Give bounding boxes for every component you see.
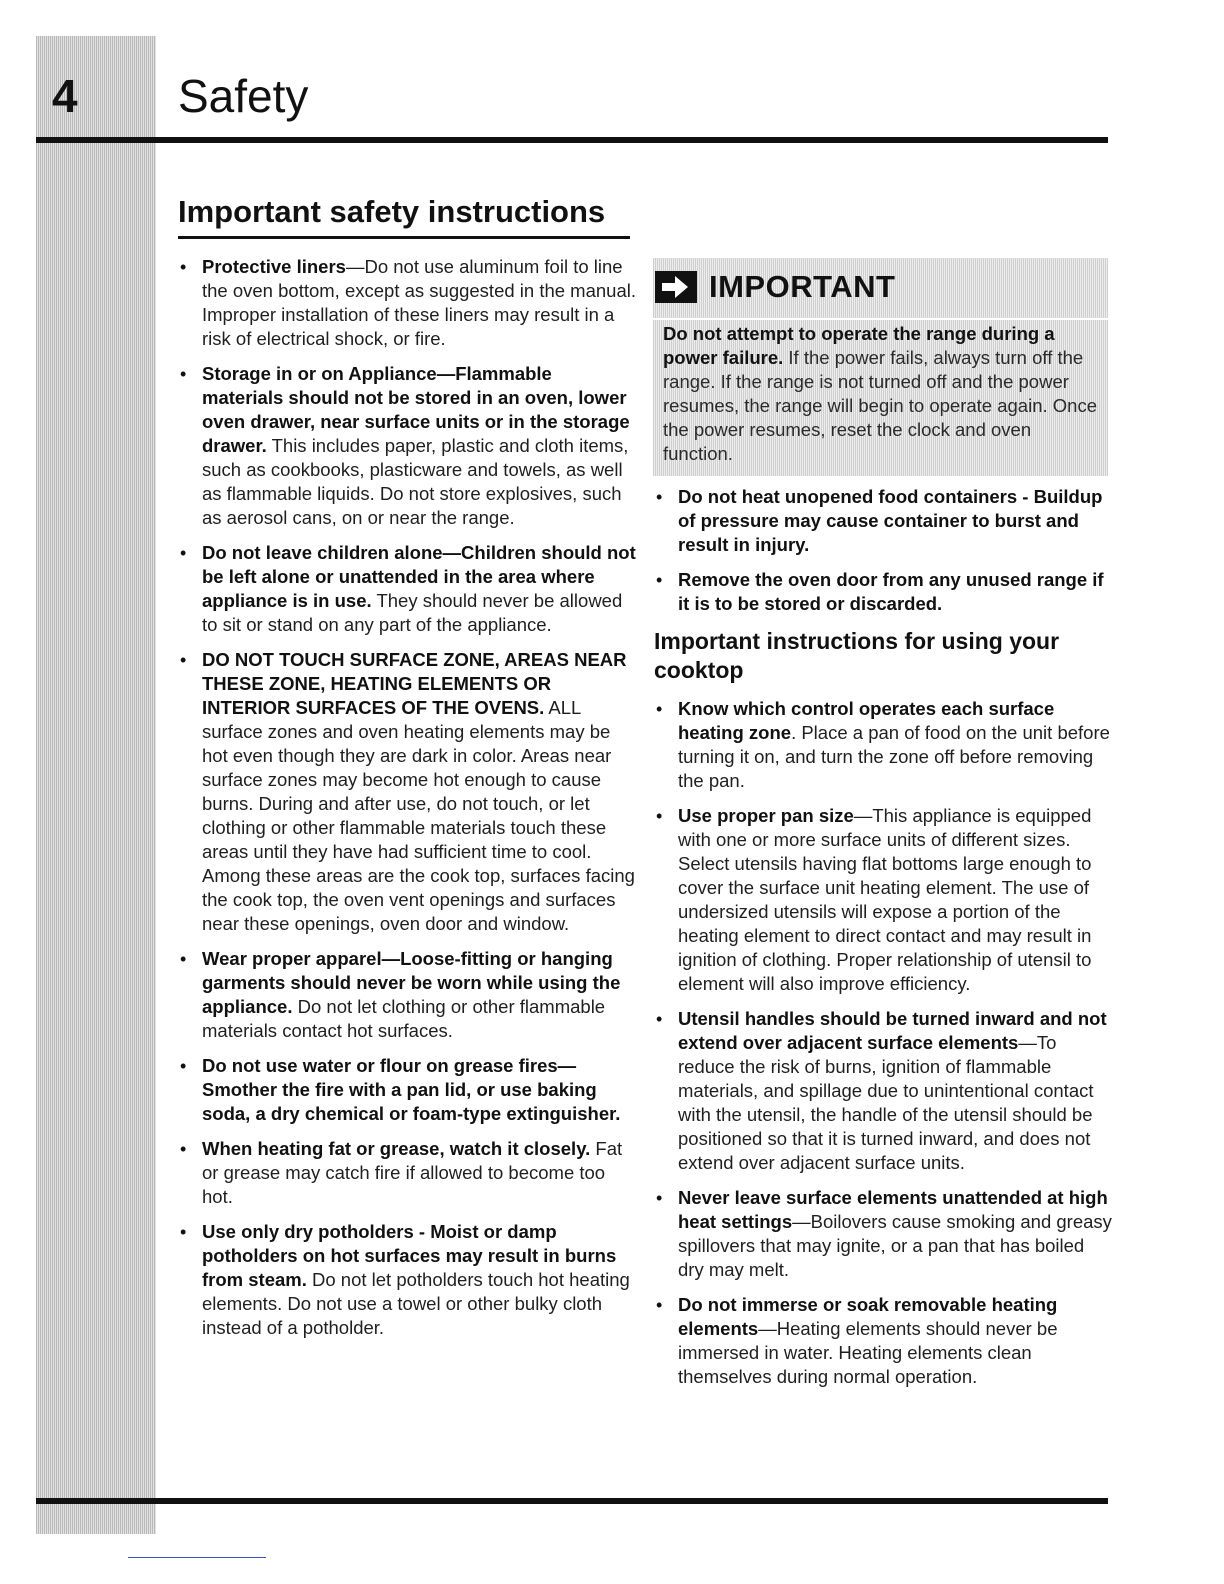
item-heading: Do not immerse or soak removable heating elements bbox=[678, 1294, 1058, 1339]
item-heading: Remove the oven door from any unused range if it is to be stored or discarded. bbox=[678, 569, 1104, 614]
item-text: —Do not use aluminum foil to line the oven bottom, except as suggested in the manual. Improper installation of these liners may result in a risk of electrical shock, or fire. bbox=[202, 256, 637, 349]
safety-list-right bbox=[654, 485, 1114, 616]
list-item bbox=[178, 1220, 638, 1340]
item-heading: Utensil handles should be turned inward and not extend over adjacent surface elements bbox=[678, 1008, 1107, 1053]
list-item bbox=[654, 1293, 1114, 1389]
list-item bbox=[178, 1137, 638, 1209]
right-column bbox=[654, 485, 1114, 1400]
item-text: Do not let clothing or other flammable materials contact hot surfaces. bbox=[202, 996, 606, 1041]
item-text: This includes paper, plastic and cloth items, such as cookbooks, plasticware and towels, as well as flammable liquids. Do not store explosives, such as aerosol cans, on or near the range. bbox=[202, 435, 629, 528]
cooktop-list bbox=[654, 697, 1114, 1389]
list-item bbox=[654, 804, 1114, 996]
item-text: —Heating elements should never be immersed in water. Heating elements clean themselves during normal operation. bbox=[678, 1318, 1058, 1387]
item-heading: Know which control operates each surface heating zone bbox=[678, 698, 1055, 743]
item-text: —Boilovers cause smoking and greasy spillovers that may ignite, or a pan that has boiled dry may melt. bbox=[678, 1211, 1112, 1280]
page-number: 4 bbox=[52, 70, 78, 122]
arrow-right-icon bbox=[655, 271, 697, 303]
important-header bbox=[653, 258, 1108, 320]
item-text: ALL surface zones and oven heating elements may be hot even though they are dark in color. Areas near surface zones may become hot enough to cause burns. During and after use, do not touch, or let clothing or other flammable materials touch these areas until they have had sufficient time to cool. Among these areas are the cook top, surfaces facing the cook top, the oven vent openings and surfaces near these openings, oven door and window. bbox=[202, 697, 635, 934]
list-item bbox=[178, 648, 638, 936]
important-text bbox=[663, 322, 1099, 466]
important-notice bbox=[653, 258, 1108, 476]
item-heading: DO NOT TOUCH SURFACE ZONE, AREAS NEAR THESE ZONE, HEATING ELEMENTS OR INTERIOR SURFACES OF THE OVENS. bbox=[202, 649, 627, 718]
item-text: . Place a pan of food on the unit before turning it on, and turn the zone off before removing the pan. bbox=[678, 722, 1110, 791]
important-label: IMPORTANT bbox=[709, 269, 896, 304]
left-column bbox=[178, 255, 638, 1351]
item-heading: Do not use water or flour on grease fires—Smother the fire with a pan lid, or use baking soda, a dry chemical or foam-type extinguisher. bbox=[202, 1055, 621, 1124]
list-item bbox=[654, 485, 1114, 557]
chapter-title: Safety bbox=[178, 70, 309, 122]
list-item bbox=[178, 1054, 638, 1126]
list-item bbox=[178, 947, 638, 1043]
item-heading: Do not leave children alone—Children should not be left alone or unattended in the area where appliance is in use. bbox=[202, 542, 636, 611]
header-divider bbox=[36, 137, 1108, 143]
item-heading: Storage in or on Appliance—Flammable materials should not be stored in an oven, lower oven drawer, near surface units or in the storage drawer. bbox=[202, 363, 630, 456]
cooktop-subsection-title: Important instructions for using your cooktop bbox=[654, 628, 1060, 683]
list-item bbox=[178, 255, 638, 351]
important-body-text: If the power fails, always turn off the range. If the range is not turned off and the power resumes, the range will begin to operate again. Once the power resumes, reset the clock and oven function. bbox=[663, 347, 1097, 464]
item-text: Fat or grease may catch fire if allowed to become too hot. bbox=[202, 1138, 623, 1207]
item-heading: Never leave surface elements unattended at high heat settings bbox=[678, 1187, 1108, 1232]
item-heading: Use proper pan size bbox=[678, 805, 854, 826]
list-item bbox=[654, 568, 1114, 616]
item-heading: Do not heat unopened food containers - Buildup of pressure may cause container to burst and result in injury. bbox=[678, 486, 1103, 555]
footer-link-underline bbox=[128, 1557, 266, 1558]
item-text: —To reduce the risk of burns, ignition of flammable materials, and spillage due to unintentional contact with the utensil, the handle of the utensil should be positioned so that it is turned inward, and does not extend over adjacent surface units. bbox=[678, 1032, 1094, 1173]
list-item bbox=[654, 1186, 1114, 1282]
item-heading: Use only dry potholders - Moist or damp potholders on hot surfaces may result in burns from steam. bbox=[202, 1221, 617, 1290]
item-text: Do not let potholders touch hot heating elements. Do not use a towel or other bulky cloth instead of a potholder. bbox=[202, 1269, 630, 1338]
side-strip bbox=[36, 36, 156, 1534]
list-item bbox=[654, 697, 1114, 793]
item-heading: Protective liners bbox=[202, 256, 346, 277]
important-heading: Do not attempt to operate the range during a power failure. bbox=[663, 323, 1055, 368]
list-item bbox=[654, 1007, 1114, 1175]
item-text: They should never be allowed to sit or stand on any part of the appliance. bbox=[202, 590, 623, 635]
section-title: Important safety instructions bbox=[178, 192, 630, 239]
item-heading: When heating fat or grease, watch it closely. bbox=[202, 1138, 591, 1159]
list-item bbox=[178, 362, 638, 530]
footer-divider bbox=[36, 1498, 1108, 1504]
item-text: —This appliance is equipped with one or more surface units of different sizes. Select utensils having flat bottoms large enough to cover the surface unit heating element. The use of undersized utensils will expose a portion of the heating element to direct contact and may result in ignition of clothing. Proper relationship of utensil to element will also improve efficiency. bbox=[678, 805, 1092, 994]
item-heading: Wear proper apparel—Loose-fitting or hanging garments should never be worn while using the appliance. bbox=[202, 948, 621, 1017]
safety-list bbox=[178, 255, 638, 1340]
list-item bbox=[178, 541, 638, 637]
